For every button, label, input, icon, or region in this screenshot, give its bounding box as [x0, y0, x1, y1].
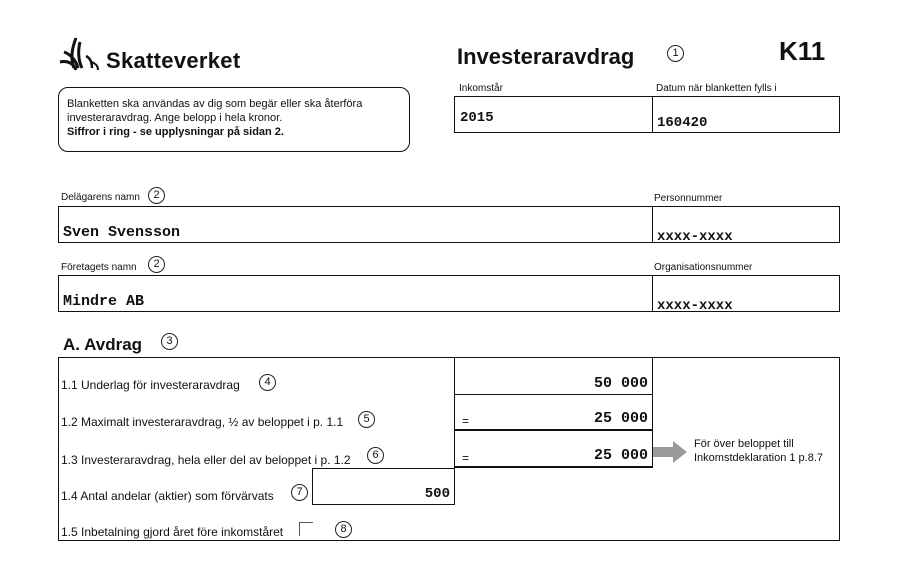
skatteverket-logo	[58, 34, 258, 74]
note-2-owner: 2	[148, 187, 165, 204]
note-3: 3	[161, 333, 178, 350]
note-1: 1	[667, 45, 684, 62]
row-1-2-equals: =	[462, 414, 470, 428]
row-1-2-label: 1.2 Maximalt investeraravdrag, ½ av beloppet i p. 1.1	[61, 415, 344, 429]
row-1-1-label: 1.1 Underlag för investeraravdrag	[61, 378, 240, 392]
note-4: 4	[259, 374, 276, 391]
note-2-company: 2	[148, 256, 165, 273]
form-code: K11	[779, 36, 826, 66]
row-1-5-label: 1.5 Inbetalning gjord året före inkomståret	[61, 525, 284, 539]
note-5: 5	[358, 411, 375, 428]
row-1-4-label: 1.4 Antal andelar (aktier) som förvärvats	[61, 489, 274, 503]
company-name-label: Företagets namn	[61, 262, 137, 273]
section-a-heading: A. Avdrag	[63, 335, 143, 354]
owner-name-field[interactable]: Sven Svensson	[63, 224, 181, 241]
top-fields-box	[454, 96, 840, 133]
personnummer-label: Personnummer	[654, 193, 723, 204]
arrow-right-icon	[653, 441, 689, 463]
note-8: 8	[335, 521, 352, 538]
date-field[interactable]: 160420	[657, 115, 708, 131]
row-1-3-value[interactable]: 25 000	[593, 447, 648, 464]
row-1-3-label: 1.3 Investeraravdrag, hela eller del av beloppet i p. 1.2	[61, 453, 351, 467]
transfer-note-line-2: Inkomstdeklaration 1 p.8.7	[694, 452, 824, 464]
note-7: 7	[291, 484, 308, 501]
orgnr-label: Organisationsnummer	[654, 262, 753, 273]
transfer-note	[694, 437, 823, 465]
row-1-5-checkbox[interactable]	[299, 522, 313, 536]
income-year-label: Inkomstår	[459, 83, 503, 94]
row-1-2-value[interactable]: 25 000	[593, 410, 648, 427]
owner-name-label: Delägarens namn	[61, 192, 140, 203]
income-year-field[interactable]: 2015	[460, 110, 494, 126]
row-1-1-value[interactable]: 50 000	[593, 375, 648, 392]
info-line-2: investeraravdrag. Ange belopp i hela kronor.	[67, 112, 283, 124]
brand-name: Skatteverket	[106, 48, 241, 73]
crown-icon	[58, 34, 102, 74]
transfer-note-line-1: För över beloppet till	[694, 438, 794, 450]
row-1-3-equals: =	[462, 451, 470, 465]
note-6: 6	[367, 447, 384, 464]
company-name-field[interactable]: Mindre AB	[63, 293, 145, 310]
info-line-1: Blanketten ska användas av dig som begär eller ska återföra	[67, 98, 363, 110]
orgnr-field[interactable]: xxxx-xxxx	[657, 298, 733, 314]
date-label: Datum när blanketten fylls i	[656, 83, 777, 94]
info-box	[58, 87, 410, 152]
info-line-3: Siffror i ring - se upplysningar på sidan 2.	[67, 126, 284, 138]
personnummer-field[interactable]: xxxx-xxxx	[657, 229, 733, 245]
form-title: Investeraravdrag	[457, 44, 635, 69]
row-1-4-value[interactable]: 500	[424, 486, 450, 502]
